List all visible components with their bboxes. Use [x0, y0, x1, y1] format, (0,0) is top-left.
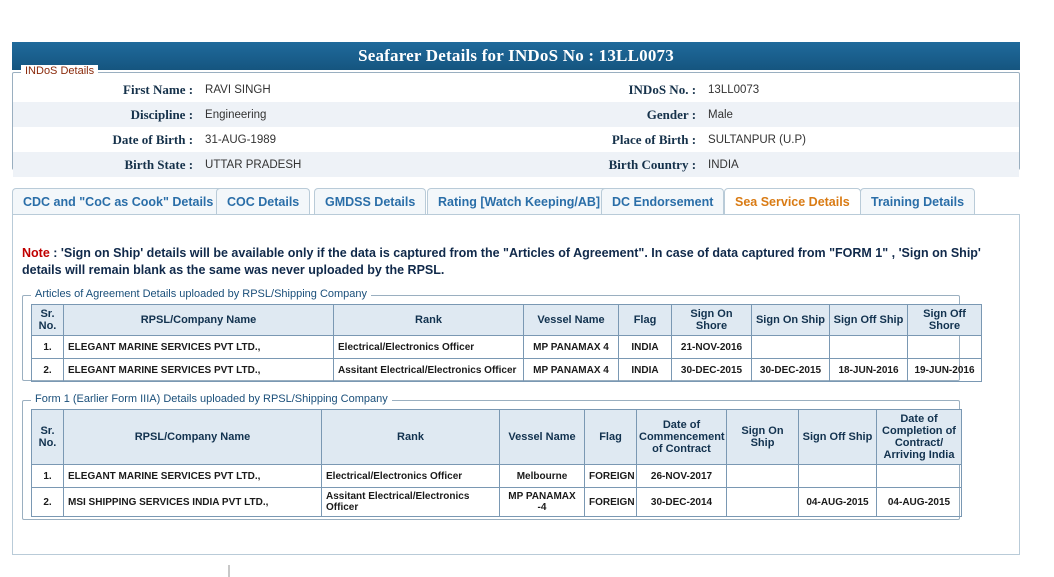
tab-sea-service-details[interactable]: Sea Service Details [724, 188, 861, 214]
form1-cell-sign-off-ship [799, 465, 877, 488]
first-name-label: First Name : [123, 81, 194, 97]
aoa-cell-sr: 1. [32, 336, 64, 359]
form1-col-rank: Rank [322, 410, 500, 465]
aoa-cell-sign-off-ship: 18-JUN-2016 [830, 359, 908, 382]
table-row [32, 488, 962, 517]
table-row [13, 77, 1019, 102]
aoa-col-sign-on-ship: Sign On Ship [752, 305, 830, 336]
form1-cell-flag: FOREIGN [585, 488, 637, 517]
table-row [13, 102, 1019, 127]
tab-bar [12, 188, 1020, 216]
birth-state-value: UTTAR PRADESH [199, 152, 516, 177]
table-row [32, 465, 962, 488]
place-of-birth-value: SULTANPUR (U.P) [708, 133, 807, 146]
indos-details-legend: INDoS Details [21, 65, 98, 77]
form1-legend: Form 1 (Earlier Form IIIA) Details uploaded by RPSL/Shipping Company [31, 393, 392, 405]
form1-cell-sr: 1. [32, 465, 64, 488]
table-row [13, 152, 1019, 177]
table-header-row [32, 410, 962, 465]
aoa-cell-vessel: MP PANAMAX 4 [524, 359, 619, 382]
aoa-col-company: RPSL/Company Name [64, 305, 334, 336]
aoa-col-sign-off-shore: Sign Off Shore [908, 305, 982, 336]
gender-value: Male [702, 102, 1019, 127]
aoa-col-sign-off-ship: Sign Off Ship [830, 305, 908, 336]
form1-cell-sign-off-ship: 04-AUG-2015 [799, 488, 877, 517]
aoa-cell-flag: INDIA [619, 336, 672, 359]
table-row [13, 127, 1019, 152]
form1-cell-rank: Assitant Electrical/Electronics Officer [322, 488, 500, 517]
aoa-cell-sign-on-ship [752, 336, 830, 359]
form1-col-sign-on-ship: Sign On Ship [727, 410, 799, 465]
form1-col-sign-off-ship: Sign Off Ship [799, 410, 877, 465]
indos-no-label: INDoS No. : [628, 81, 697, 97]
articles-of-agreement-section [22, 288, 975, 381]
indos-details-table [13, 77, 1019, 177]
discipline-value: Engineering [199, 102, 516, 127]
form1-cell-vessel: MP PANAMAX -4 [500, 488, 585, 517]
aoa-cell-company: ELEGANT MARINE SERVICES PVT LTD., [64, 336, 334, 359]
tab-gmdss-details[interactable]: GMDSS Details [314, 188, 426, 214]
form1-cell-sign-on-ship [727, 488, 799, 517]
form1-cell-sr: 2. [32, 488, 64, 517]
aoa-cell-sign-on-ship: 30-DEC-2015 [752, 359, 830, 382]
aoa-col-rank: Rank [334, 305, 524, 336]
birth-country-value: INDIA [702, 152, 1019, 177]
aoa-cell-sign-off-ship [830, 336, 908, 359]
gender-label: Gender : [516, 102, 702, 127]
form1-col-vessel: Vessel Name [500, 410, 585, 465]
form1-cell-flag: FOREIGN [585, 465, 637, 488]
table-row [32, 336, 982, 359]
form1-col-commencement: Date of Commencement of Contract [637, 410, 727, 465]
form1-table [31, 409, 962, 517]
form1-cell-completion: 04-AUG-2015 [877, 488, 962, 517]
birth-state-label: Birth State : [13, 152, 199, 177]
aoa-cell-sign-off-shore [908, 336, 982, 359]
note-text [22, 245, 992, 279]
aoa-cell-rank: Electrical/Electronics Officer [334, 336, 524, 359]
form1-col-company: RPSL/Company Name [64, 410, 322, 465]
aoa-cell-sign-off-shore: 19-JUN-2016 [908, 359, 982, 382]
table-row [32, 359, 982, 382]
form1-cell-company: ELEGANT MARINE SERVICES PVT LTD., [64, 465, 322, 488]
form1-col-completion: Date of Completion of Contract/ Arriving India [877, 410, 962, 465]
discipline-label: Discipline : [13, 102, 199, 127]
articles-of-agreement-legend: Articles of Agreement Details uploaded by RPSL/Shipping Company [31, 288, 371, 300]
page-title: Seafarer Details for INDoS No : 13LL0073 [12, 42, 1020, 70]
articles-of-agreement-table [31, 304, 982, 382]
tab-training-details[interactable]: Training Details [860, 188, 975, 214]
aoa-cell-rank: Assitant Electrical/Electronics Officer [334, 359, 524, 382]
note-keyword: Note [22, 246, 50, 260]
form1-cell-vessel: Melbourne [500, 465, 585, 488]
aoa-cell-vessel: MP PANAMAX 4 [524, 336, 619, 359]
tab-coc-details[interactable]: COC Details [216, 188, 310, 214]
place-of-birth-label: Place of Birth : [611, 131, 697, 147]
note-body: : 'Sign on Ship' details will be available only if the data is captured from the "Articles of Agreement". In case of data captured from "FORM 1" , 'Sign on Ship' details will remain blank as the same was never uploaded by the RPSL. [22, 246, 981, 277]
form1-cell-company: MSI SHIPPING SERVICES INDIA PVT LTD., [64, 488, 322, 517]
form1-cell-completion [877, 465, 962, 488]
tab-cdc-coc-as-cook[interactable]: CDC and "CoC as Cook" Details [12, 188, 224, 214]
form1-cell-rank: Electrical/Electronics Officer [322, 465, 500, 488]
form1-cell-commencement: 30-DEC-2014 [637, 488, 727, 517]
form1-section [22, 393, 960, 520]
aoa-col-sr-no: Sr. No. [32, 305, 64, 336]
indos-details-section [12, 65, 1020, 172]
tab-dc-endorsement[interactable]: DC Endorsement [601, 188, 724, 214]
aoa-cell-flag: INDIA [619, 359, 672, 382]
aoa-cell-sr: 2. [32, 359, 64, 382]
date-of-birth-value: 31-AUG-1989 [205, 133, 277, 146]
aoa-cell-sign-on-shore: 30-DEC-2015 [672, 359, 752, 382]
bottom-divider [228, 565, 230, 577]
birth-country-label: Birth Country : [516, 152, 702, 177]
form1-col-flag: Flag [585, 410, 637, 465]
aoa-col-sign-on-shore: Sign On Shore [672, 305, 752, 336]
form1-col-sr-no: Sr. No. [32, 410, 64, 465]
first-name-value: RAVI SINGH [205, 83, 271, 96]
form1-cell-commencement: 26-NOV-2017 [637, 465, 727, 488]
tab-rating-watch-keeping-ab[interactable]: Rating [Watch Keeping/AB] [427, 188, 611, 214]
table-header-row [32, 305, 982, 336]
date-of-birth-label: Date of Birth : [112, 131, 194, 147]
aoa-cell-company: ELEGANT MARINE SERVICES PVT LTD., [64, 359, 334, 382]
aoa-cell-sign-on-shore: 21-NOV-2016 [672, 336, 752, 359]
indos-no-value: 13LL0073 [708, 83, 760, 96]
form1-cell-sign-on-ship [727, 465, 799, 488]
aoa-col-flag: Flag [619, 305, 672, 336]
aoa-col-vessel: Vessel Name [524, 305, 619, 336]
